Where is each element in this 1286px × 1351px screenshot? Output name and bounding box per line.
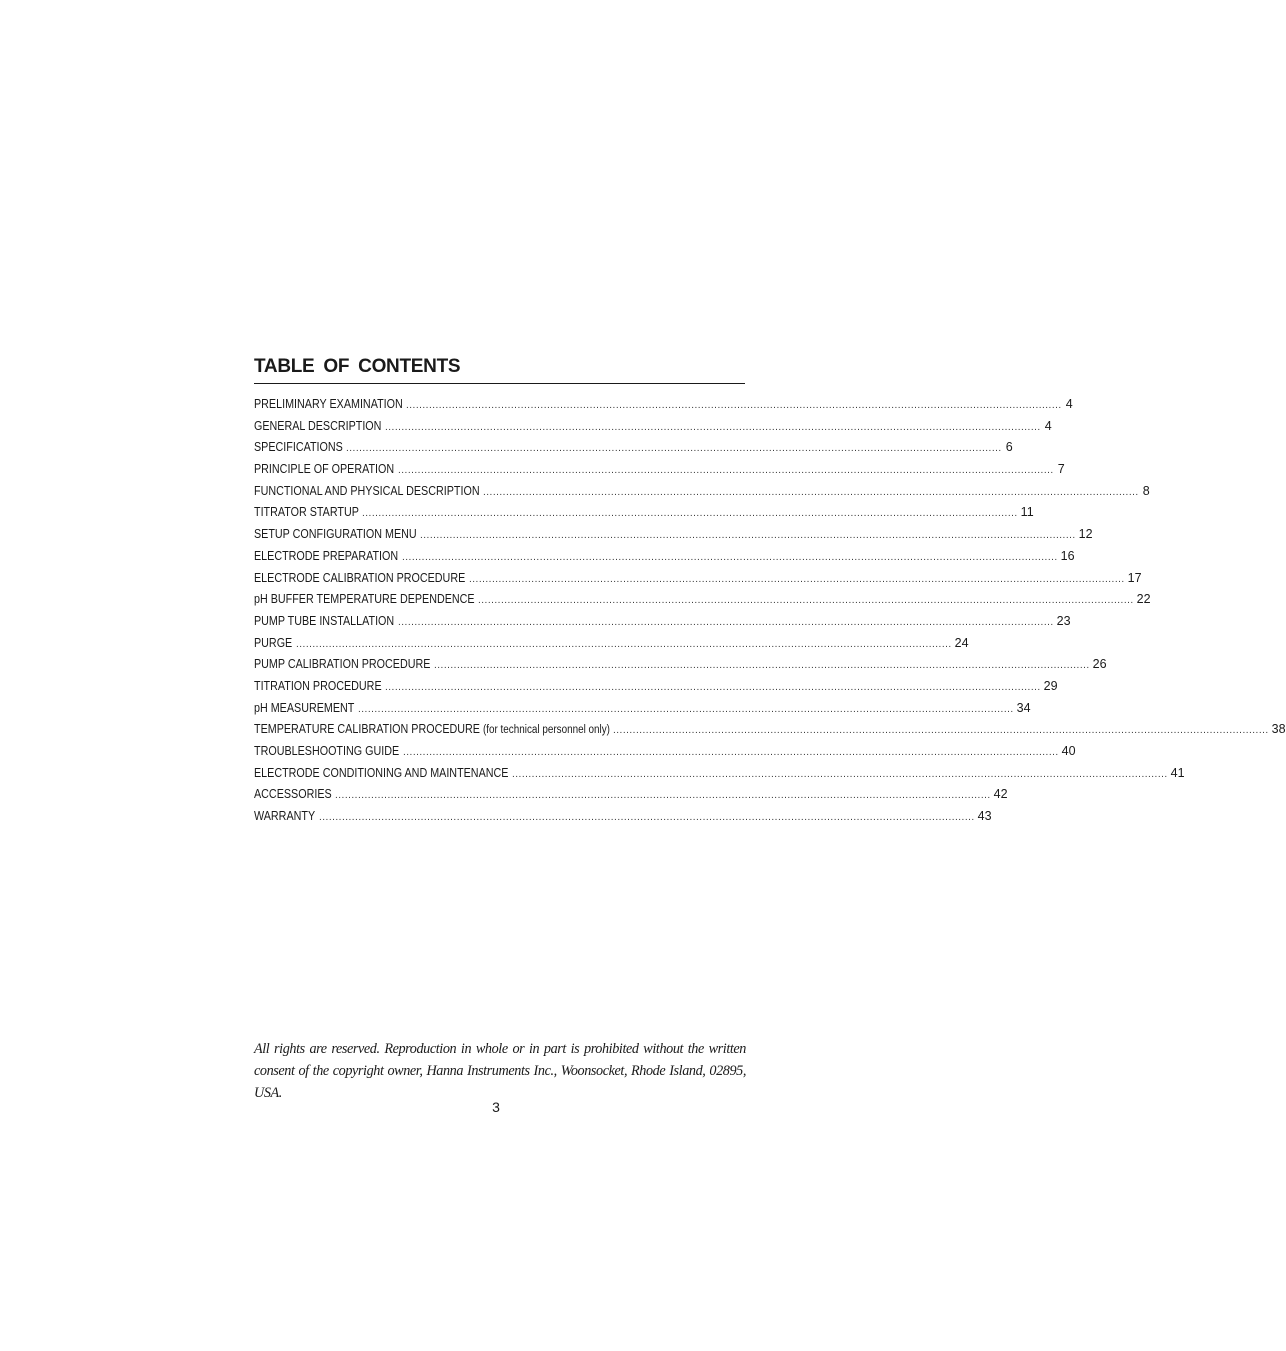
toc-entry-page: 4 bbox=[1044, 418, 1052, 433]
toc-entry-title: PRINCIPLE OF OPERATION bbox=[254, 462, 395, 477]
toc-leader-dots: ........................................................................................................................................................................................................ bbox=[406, 400, 1062, 411]
toc-entry-label-wrap bbox=[254, 741, 400, 763]
toc-entry-label-wrap bbox=[254, 502, 359, 524]
toc-title: TABLE OF CONTENTS bbox=[254, 354, 745, 384]
toc-entry-page: 24 bbox=[954, 635, 969, 650]
toc-entry-label bbox=[254, 394, 403, 416]
toc-entry-label bbox=[254, 502, 359, 524]
toc-entry[interactable] bbox=[254, 416, 1052, 438]
toc-leader-dots: ........................................................................................................................................................................................................ bbox=[358, 703, 1014, 715]
toc-entry-page: 17 bbox=[1127, 570, 1142, 585]
toc-entry[interactable] bbox=[254, 806, 992, 828]
toc-leader-dots: ........................................................................................................................................................................................................ bbox=[512, 768, 1168, 780]
toc-entry-page: 43 bbox=[977, 809, 992, 824]
toc-entry[interactable] bbox=[254, 502, 1034, 524]
toc-entry-title: PURGE bbox=[254, 635, 293, 650]
table-of-contents bbox=[254, 354, 1286, 828]
toc-entry-page: 34 bbox=[1016, 700, 1031, 715]
toc-entry-page: 40 bbox=[1061, 744, 1076, 758]
toc-entry[interactable] bbox=[254, 524, 1093, 546]
toc-entry-label bbox=[254, 416, 381, 438]
toc-entry-title: PUMP CALIBRATION PROCEDURE bbox=[254, 657, 431, 672]
toc-leader-dots: ........................................................................................................................................................................................................ bbox=[296, 638, 952, 650]
toc-entry-label bbox=[254, 546, 398, 568]
toc-entry-label bbox=[254, 459, 394, 481]
toc-entry[interactable] bbox=[254, 437, 1013, 459]
toc-entry-page: 22 bbox=[1136, 592, 1151, 607]
toc-entry-page: 12 bbox=[1078, 527, 1093, 542]
toc-entry-title: TEMPERATURE CALIBRATION PROCEDURE bbox=[254, 722, 480, 737]
toc-entry-label-wrap bbox=[254, 459, 395, 481]
toc-entry-title: pH BUFFER TEMPERATURE DEPENDENCE bbox=[254, 592, 475, 607]
toc-entry-title: PRELIMINARY EXAMINATION bbox=[254, 397, 403, 411]
toc-list bbox=[254, 394, 1286, 828]
toc-entry-title: WARRANTY bbox=[254, 809, 316, 824]
toc-entry[interactable] bbox=[254, 481, 1150, 503]
toc-entry-page: 16 bbox=[1060, 548, 1075, 563]
toc-entry-label bbox=[254, 524, 417, 546]
toc-leader-dots: ........................................................................................................................................................................................................ bbox=[362, 508, 1018, 520]
toc-leader-dots: ........................................................................................................................................................................................................ bbox=[483, 486, 1139, 498]
toc-entry-title: SPECIFICATIONS bbox=[254, 440, 343, 455]
toc-entry-page: 41 bbox=[1170, 765, 1185, 780]
toc-entry-label-wrap bbox=[254, 784, 332, 806]
toc-entry-page: 23 bbox=[1056, 613, 1071, 628]
toc-entry-page: 8 bbox=[1142, 483, 1150, 498]
toc-entry-label-wrap bbox=[254, 524, 417, 546]
toc-entry-label bbox=[254, 806, 315, 828]
toc-entry-page: 11 bbox=[1020, 505, 1034, 520]
toc-entry[interactable] bbox=[254, 459, 1065, 481]
toc-entry-label bbox=[254, 719, 610, 742]
toc-leader-dots: ........................................................................................................................................................................................................ bbox=[385, 681, 1041, 693]
page-number: 3 bbox=[492, 1099, 500, 1115]
toc-entry-page: 29 bbox=[1043, 678, 1058, 693]
toc-entry-title: TITRATION PROCEDURE bbox=[254, 678, 382, 693]
copyright-notice: All rights are reserved. Reproduction in whole or in part is prohibited without the written consent of the copyright owner, Hanna Instruments Inc., Woonsocket, Rhode Island, 02895, USA. bbox=[254, 1041, 746, 1101]
toc-leader-dots: ........................................................................................................................................................................................................ bbox=[398, 465, 1054, 477]
toc-leader-dots: ........................................................................................................................................................................................................ bbox=[319, 812, 975, 824]
toc-leader-dots: ........................................................................................................................................................................................................ bbox=[403, 747, 1059, 758]
toc-leader-dots: ........................................................................................................................................................................................................ bbox=[420, 530, 1076, 542]
toc-entry-title: ACCESSORIES bbox=[254, 787, 332, 802]
toc-entry-title: GENERAL DESCRIPTION bbox=[254, 418, 382, 433]
toc-entry-title: ELECTRODE CALIBRATION PROCEDURE bbox=[254, 570, 466, 585]
toc-leader-dots: ........................................................................................................................................................................................................ bbox=[434, 660, 1090, 672]
toc-entry-page: 4 bbox=[1065, 397, 1073, 411]
toc-entry-page: 42 bbox=[993, 787, 1008, 802]
toc-entry[interactable] bbox=[254, 719, 1286, 741]
toc-entry-page: 38 bbox=[1271, 722, 1286, 737]
toc-entry-label bbox=[254, 568, 465, 590]
toc-entry[interactable] bbox=[254, 698, 1031, 720]
toc-entry-page: 26 bbox=[1092, 657, 1107, 672]
toc-entry[interactable] bbox=[254, 654, 1107, 676]
toc-entry-label-wrap bbox=[254, 633, 293, 655]
toc-entry-label bbox=[254, 763, 508, 785]
toc-entry-title: TITRATOR STARTUP bbox=[254, 505, 359, 520]
toc-entry-note: (for technical personnel only) bbox=[482, 724, 610, 737]
toc-entry-label bbox=[254, 481, 480, 503]
toc-entry[interactable] bbox=[254, 633, 969, 655]
toc-entry[interactable] bbox=[254, 784, 1008, 806]
toc-entry-label bbox=[254, 698, 354, 720]
toc-leader-dots: ........................................................................................................................................................................................................ bbox=[469, 573, 1125, 585]
toc-entry-label-wrap bbox=[254, 546, 399, 568]
toc-leader-dots: ........................................................................................................................................................................................................ bbox=[613, 725, 1269, 737]
toc-entry-label bbox=[254, 676, 382, 698]
toc-entry-label bbox=[254, 633, 292, 655]
toc-entry[interactable] bbox=[254, 763, 1185, 785]
toc-entry[interactable] bbox=[254, 589, 1151, 611]
toc-entry-label-wrap bbox=[254, 481, 480, 503]
toc-entry-label bbox=[254, 589, 475, 611]
toc-entry-label bbox=[254, 741, 399, 763]
toc-leader-dots: ........................................................................................................................................................................................................ bbox=[478, 595, 1134, 607]
toc-entry-label-wrap bbox=[254, 806, 316, 828]
toc-entry-label-wrap bbox=[254, 589, 475, 611]
toc-entry-page: 7 bbox=[1057, 462, 1065, 477]
toc-entry[interactable] bbox=[254, 568, 1142, 590]
toc-entry-label-wrap bbox=[254, 568, 466, 590]
toc-entry-label bbox=[254, 611, 394, 633]
toc-entry-label-wrap bbox=[254, 698, 355, 720]
toc-entry-label bbox=[254, 784, 332, 806]
toc-entry-label bbox=[254, 654, 430, 676]
toc-entry-label-wrap bbox=[254, 394, 403, 416]
toc-leader-dots: ........................................................................................................................................................................................................ bbox=[335, 790, 991, 802]
toc-entry-label-wrap bbox=[254, 611, 395, 633]
toc-entry-title: TROUBLESHOOTING GUIDE bbox=[254, 744, 400, 758]
toc-entry-title: ELECTRODE PREPARATION bbox=[254, 548, 399, 563]
toc-entry-label bbox=[254, 437, 343, 459]
toc-leader-dots: ........................................................................................................................................................................................................ bbox=[385, 421, 1041, 433]
toc-entry-title: ELECTRODE CONDITIONING AND MAINTENANCE bbox=[254, 765, 509, 780]
toc-entry[interactable] bbox=[254, 394, 1073, 416]
toc-entry-title: FUNCTIONAL AND PHYSICAL DESCRIPTION bbox=[254, 483, 480, 498]
toc-entry-title: pH MEASUREMENT bbox=[254, 700, 355, 715]
toc-entry-title: SETUP CONFIGURATION MENU bbox=[254, 527, 417, 542]
toc-entry[interactable] bbox=[254, 741, 1076, 763]
toc-entry-label-wrap bbox=[254, 437, 343, 459]
toc-leader-dots: ........................................................................................................................................................................................................ bbox=[402, 551, 1058, 563]
toc-entry-label-wrap bbox=[254, 416, 382, 438]
toc-entry[interactable] bbox=[254, 676, 1058, 698]
toc-entry-label-wrap bbox=[254, 654, 431, 676]
toc-entry-label-wrap bbox=[254, 763, 509, 785]
toc-leader-dots: ........................................................................................................................................................................................................ bbox=[398, 616, 1054, 628]
toc-entry[interactable] bbox=[254, 611, 1071, 633]
toc-entry[interactable] bbox=[254, 546, 1075, 568]
toc-entry-title: PUMP TUBE INSTALLATION bbox=[254, 613, 395, 628]
toc-leader-dots: ........................................................................................................................................................................................................ bbox=[346, 443, 1002, 455]
toc-entry-page: 6 bbox=[1005, 440, 1013, 455]
toc-entry-label-wrap bbox=[254, 719, 610, 742]
toc-entry-label-wrap bbox=[254, 676, 382, 698]
